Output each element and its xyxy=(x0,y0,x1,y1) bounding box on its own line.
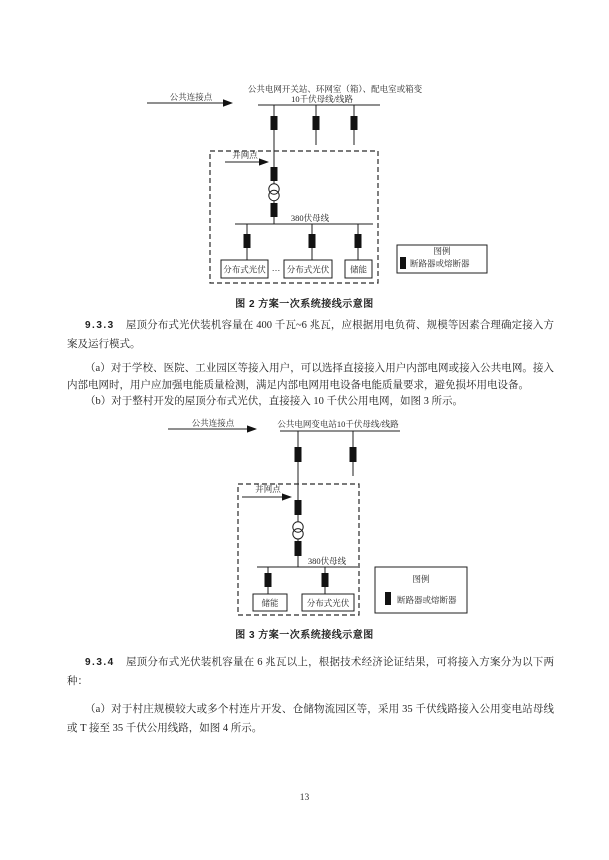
poc-label: 并网点 xyxy=(255,484,281,494)
clause-9-3-4 xyxy=(67,653,554,691)
main-transformer-branch xyxy=(293,500,303,567)
storage-box-label: 储能 xyxy=(349,264,368,275)
pcc-label: 公共连接点 xyxy=(169,92,213,102)
hv-feeder-1 xyxy=(271,105,278,167)
grid-label-line1: 公共电网开关站、环网室（箱）、配电室或箱变 xyxy=(247,84,423,94)
lv-bus-label: 380伏母线 xyxy=(307,556,347,566)
lv-feeder-storage xyxy=(265,567,272,594)
poc-arrowhead-icon xyxy=(259,158,269,165)
pv-box-1 xyxy=(221,260,268,278)
lv-bus-label: 380伏母线 xyxy=(290,213,330,223)
clause-9-3-3-item-b: （b）对于整村开发的屋顶分布式光伏，直接接入 10 千伏公用电网，如图 3 所示。 xyxy=(85,396,463,407)
hv-feeder-3 xyxy=(351,105,358,145)
breaker-icon xyxy=(350,447,357,462)
breaker-icon xyxy=(295,500,302,515)
pcc-arrowhead-icon xyxy=(247,425,257,432)
storage-box xyxy=(345,260,372,278)
breaker-icon xyxy=(244,234,251,248)
breaker-legend-icon xyxy=(400,257,406,269)
legend-title: 图例 xyxy=(433,246,451,256)
breaker-icon xyxy=(309,234,316,248)
pv-box-2 xyxy=(284,260,332,278)
poc-label: 并网点 xyxy=(232,150,258,160)
main-transformer-branch xyxy=(269,167,279,224)
lv-feeder-pv1 xyxy=(244,224,251,260)
breaker-icon xyxy=(271,167,278,181)
grid-label: 公共电网变电站10千伏母线/线路 xyxy=(277,419,399,429)
breaker-icon xyxy=(271,203,278,217)
ellipsis-label: … xyxy=(271,263,281,273)
clause-9-3-4-text: 屋顶分布式光伏装机容量在 6 兆瓦以上，根据技术经济论证结果，可将接入方案分为以下两种： xyxy=(67,657,554,687)
page-number: 13 xyxy=(299,793,310,803)
legend xyxy=(397,245,487,273)
legend-title: 图例 xyxy=(412,574,430,584)
pcc-label: 公共连接点 xyxy=(191,418,235,428)
legend xyxy=(375,567,467,613)
pv-box-1-label: 分布式光伏 xyxy=(223,264,266,275)
figure3-diagram xyxy=(100,415,480,617)
lv-feeder-storage xyxy=(355,224,362,260)
grid-connection-point-arrow xyxy=(147,92,233,107)
breaker-icon xyxy=(265,573,272,587)
storage-box xyxy=(253,594,287,611)
poc-arrowhead-icon xyxy=(282,493,292,500)
pv-box-label: 分布式光伏 xyxy=(306,598,350,608)
grid-connection-point-arrow xyxy=(168,418,257,433)
figure3-caption: 图 3 方案一次系统接线示意图 xyxy=(235,630,374,641)
figure2-diagram xyxy=(60,82,500,288)
pv-box xyxy=(302,594,354,611)
legend-item-label: 断路器或熔断器 xyxy=(397,595,457,605)
clause-9-3-3-number: 9.3.3 xyxy=(85,320,115,331)
breaker-icon xyxy=(351,116,358,130)
point-of-connection-arrow xyxy=(225,150,269,166)
storage-box-label: 储能 xyxy=(261,598,279,608)
breaker-icon xyxy=(295,541,302,556)
point-of-connection-arrow xyxy=(242,484,292,501)
breaker-icon xyxy=(271,116,278,130)
transformer-icon xyxy=(293,522,303,539)
lv-feeder-pv2 xyxy=(309,224,316,260)
hv-feeder-2 xyxy=(350,431,357,476)
breaker-icon xyxy=(322,573,329,587)
clause-9-3-3 xyxy=(67,316,554,354)
clause-9-3-4-number: 9.3.4 xyxy=(85,657,115,668)
legend-item-label: 断路器或熔断器 xyxy=(410,258,470,269)
lv-feeder-pv xyxy=(322,567,329,594)
pv-box-2-label: 分布式光伏 xyxy=(286,264,330,275)
breaker-icon xyxy=(313,116,320,130)
transformer-icon xyxy=(269,184,279,201)
breaker-legend-icon xyxy=(385,592,391,605)
clause-9-3-3-item-a: （a）对于学校、医院、工业园区等接入用户，可以选择直接接入用户内部电网或接入公共电网。接入内部电网时，用户应加强电能质量检测，满足内部电网用电设备电能质量要求，避免损坏用电设备。 xyxy=(67,363,554,391)
clause-9-3-4-item-a: （a）对于村庄规模较大或多个村连片开发、仓储物流园区等，采用 35 千伏线路接入公用变电站母线或 T 接至 35 千伏公用线路，如图 4 所示。 xyxy=(67,704,554,734)
figure2-caption: 图 2 方案一次系统接线示意图 xyxy=(235,299,374,310)
breaker-icon xyxy=(295,447,302,462)
pcc-arrowhead-icon xyxy=(223,99,233,107)
hv-feeder-1 xyxy=(295,431,302,500)
hv-feeder-2 xyxy=(313,105,320,145)
grid-label-line2: 10千伏母线/线路 xyxy=(291,94,353,104)
breaker-icon xyxy=(355,234,362,248)
clause-9-3-3-text: 屋顶分布式光伏装机容量在 400 千瓦~6 兆瓦，应根据用电负荷、规模等因素合理确定接入方案及运行模式。 xyxy=(67,320,554,350)
